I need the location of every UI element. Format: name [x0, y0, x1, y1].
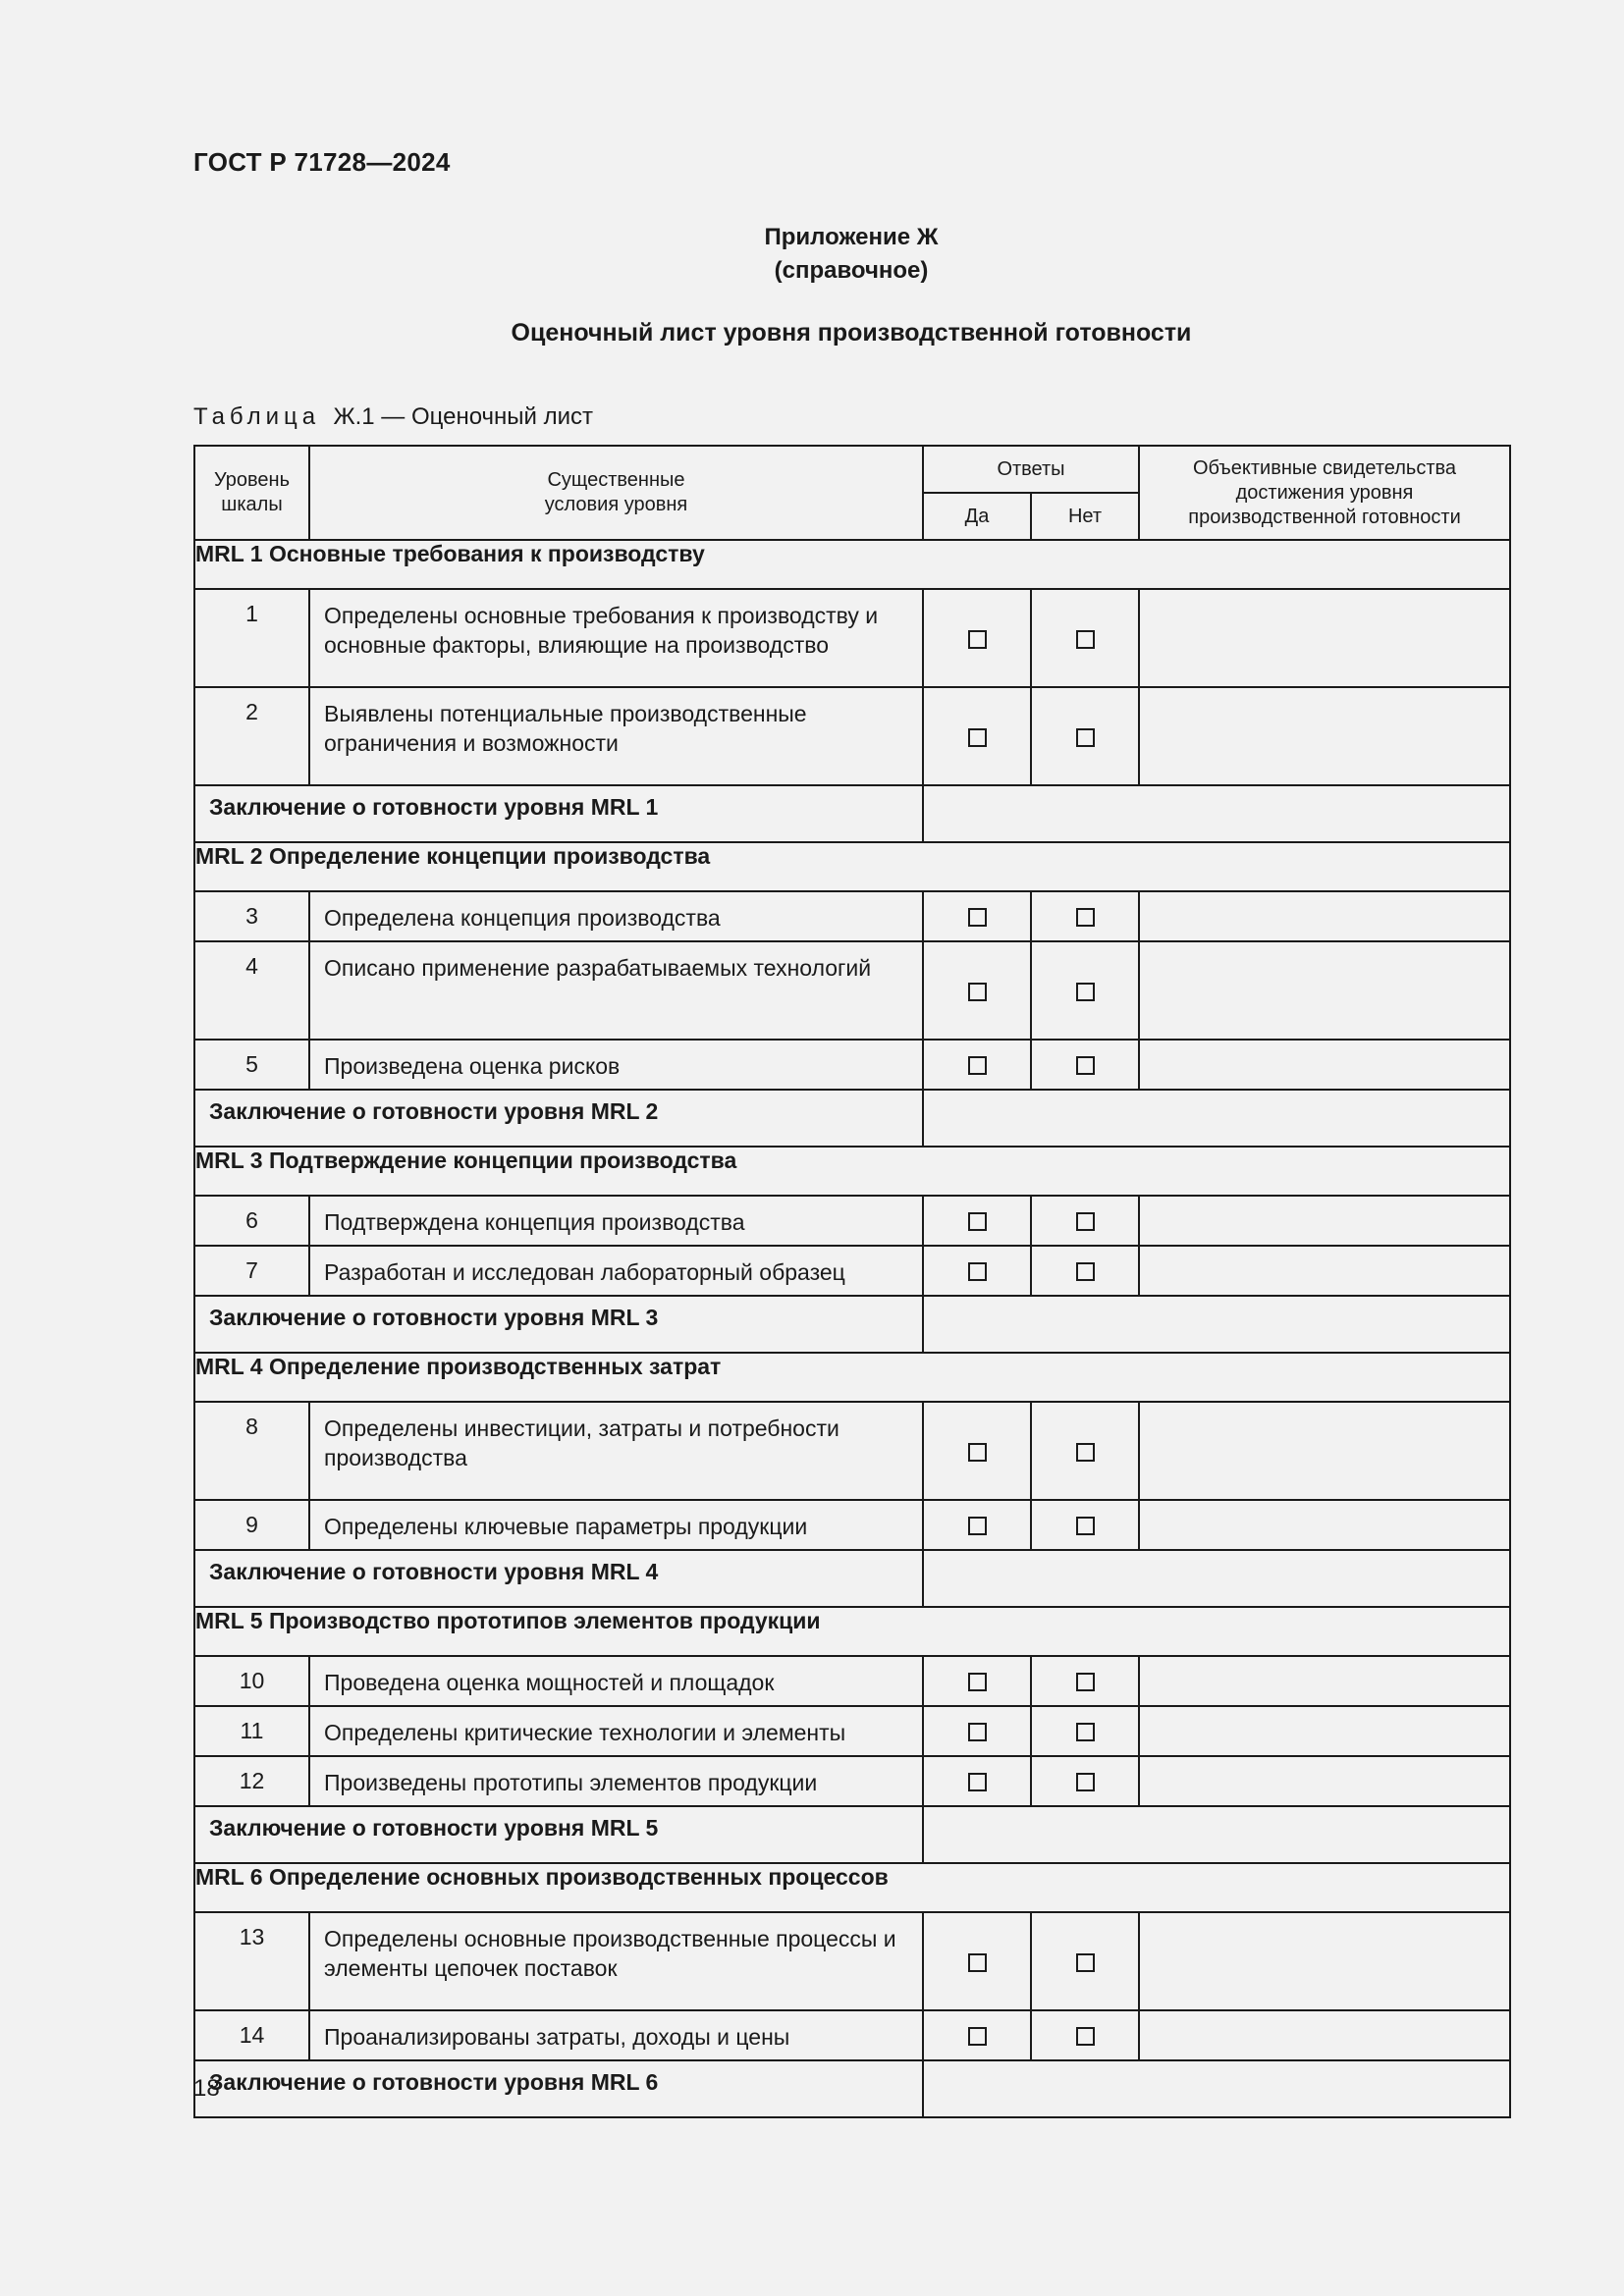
- evidence-cell[interactable]: [1139, 687, 1510, 785]
- criterion-text: Разработан и исследован лабораторный образец: [309, 1246, 923, 1296]
- criterion-text: Определены ключевые параметры продукции: [309, 1500, 923, 1550]
- col-header-conditions: Существенные условия уровня: [309, 446, 923, 540]
- conclusion-label: Заключение о готовности уровня MRL 5: [194, 1806, 923, 1863]
- criterion-number: 3: [194, 891, 309, 941]
- criterion-row: [194, 1040, 1510, 1090]
- answer-yes-checkbox[interactable]: [968, 728, 987, 747]
- table-caption-text: Ж.1 — Оценочный лист: [333, 403, 594, 430]
- section-title: MRL 1 Основные требования к производству: [194, 540, 1510, 589]
- answer-yes-cell: [923, 1196, 1031, 1246]
- evidence-cell[interactable]: [1139, 1196, 1510, 1246]
- criterion-text: Проанализированы затраты, доходы и цены: [309, 2010, 923, 2060]
- sheet-title: Оценочный лист уровня производственной готовности: [511, 319, 1192, 347]
- section-row: [194, 842, 1510, 891]
- answer-yes-cell: [923, 1756, 1031, 1806]
- document-code: ГОСТ Р 71728—2024: [193, 147, 451, 177]
- answer-no-checkbox[interactable]: [1076, 983, 1095, 1001]
- conclusion-value-cell[interactable]: [923, 1806, 1510, 1863]
- answer-no-cell: [1031, 1040, 1139, 1090]
- criterion-text: Определена концепция производства: [309, 891, 923, 941]
- conclusion-value-cell[interactable]: [923, 785, 1510, 842]
- conclusion-row: [194, 785, 1510, 842]
- section-row: [194, 1353, 1510, 1402]
- answer-yes-checkbox[interactable]: [968, 630, 987, 649]
- criterion-row: [194, 1500, 1510, 1550]
- criterion-text: Выявлены потенциальные производственные ограничения и возможности: [309, 687, 923, 785]
- col-header-level: Уровень шкалы: [194, 446, 309, 540]
- criterion-row: [194, 1402, 1510, 1500]
- answer-yes-cell: [923, 891, 1031, 941]
- answer-yes-checkbox[interactable]: [968, 1773, 987, 1791]
- answer-no-cell: [1031, 1246, 1139, 1296]
- criterion-row: [194, 1656, 1510, 1706]
- col-header-evidence: Объективные свидетельства достижения уровня производственной готовности: [1139, 446, 1510, 540]
- answer-no-cell: [1031, 1402, 1139, 1500]
- conclusion-label: Заключение о готовности уровня MRL 3: [194, 1296, 923, 1353]
- answer-yes-checkbox[interactable]: [968, 1723, 987, 1741]
- appendix-kind: (справочное): [774, 257, 929, 284]
- conclusion-value-cell[interactable]: [923, 1090, 1510, 1147]
- section-row: [194, 1147, 1510, 1196]
- criterion-row: [194, 1756, 1510, 1806]
- evidence-cell[interactable]: [1139, 1040, 1510, 1090]
- conclusion-row: [194, 2060, 1510, 2117]
- answer-yes-cell: [923, 1656, 1031, 1706]
- criterion-row: [194, 1912, 1510, 2010]
- answer-no-cell: [1031, 687, 1139, 785]
- criterion-text: Определены критические технологии и элементы: [309, 1706, 923, 1756]
- evidence-cell[interactable]: [1139, 1656, 1510, 1706]
- answer-yes-checkbox[interactable]: [968, 1056, 987, 1075]
- answer-yes-checkbox[interactable]: [968, 2027, 987, 2046]
- conclusion-row: [194, 1550, 1510, 1607]
- answer-yes-checkbox[interactable]: [968, 908, 987, 927]
- criterion-number: 12: [194, 1756, 309, 1806]
- answer-yes-cell: [923, 1402, 1031, 1500]
- col-header-no: Нет: [1031, 493, 1139, 540]
- section-row: [194, 1607, 1510, 1656]
- answer-no-cell: [1031, 2010, 1139, 2060]
- assessment-table-body: [194, 540, 1510, 2117]
- answer-yes-cell: [923, 589, 1031, 687]
- answer-no-cell: [1031, 1912, 1139, 2010]
- answer-yes-checkbox[interactable]: [968, 1517, 987, 1535]
- evidence-cell[interactable]: [1139, 589, 1510, 687]
- answer-yes-checkbox[interactable]: [968, 1953, 987, 1972]
- col-header-yes: Да: [923, 493, 1031, 540]
- answer-no-checkbox[interactable]: [1076, 1212, 1095, 1231]
- answer-no-cell: [1031, 1196, 1139, 1246]
- col-header-answers: Ответы: [923, 446, 1139, 493]
- answer-no-checkbox[interactable]: [1076, 1056, 1095, 1075]
- criterion-number: 9: [194, 1500, 309, 1550]
- answer-no-cell: [1031, 589, 1139, 687]
- answer-no-checkbox[interactable]: [1076, 908, 1095, 927]
- conclusion-label: Заключение о готовности уровня MRL 4: [194, 1550, 923, 1607]
- answer-no-checkbox[interactable]: [1076, 1773, 1095, 1791]
- evidence-cell[interactable]: [1139, 1756, 1510, 1806]
- evidence-cell[interactable]: [1139, 1706, 1510, 1756]
- answer-no-checkbox[interactable]: [1076, 1673, 1095, 1691]
- answer-yes-cell: [923, 1706, 1031, 1756]
- conclusion-value-cell[interactable]: [923, 2060, 1510, 2117]
- criterion-number: 13: [194, 1912, 309, 2010]
- answer-no-checkbox[interactable]: [1076, 1723, 1095, 1741]
- answer-no-checkbox[interactable]: [1076, 1443, 1095, 1462]
- criterion-number: 4: [194, 941, 309, 1040]
- criterion-number: 8: [194, 1402, 309, 1500]
- evidence-cell[interactable]: [1139, 1246, 1510, 1296]
- page-number: 18: [193, 2075, 220, 2102]
- assessment-table: [193, 445, 1511, 2118]
- appendix-title: Приложение Ж: [764, 224, 939, 250]
- criterion-text: Произведены прототипы элементов продукции: [309, 1756, 923, 1806]
- answer-no-cell: [1031, 1756, 1139, 1806]
- table-caption: [193, 403, 593, 431]
- evidence-cell[interactable]: [1139, 1500, 1510, 1550]
- section-title: MRL 2 Определение концепции производства: [194, 842, 1510, 891]
- criterion-row: [194, 1196, 1510, 1246]
- criterion-row: [194, 941, 1510, 1040]
- answer-yes-cell: [923, 1500, 1031, 1550]
- answer-no-checkbox[interactable]: [1076, 1262, 1095, 1281]
- answer-yes-cell: [923, 941, 1031, 1040]
- criterion-text: Определены основные производственные процессы и элементы цепочек поставок: [309, 1912, 923, 2010]
- criterion-text: Подтверждена концепция производства: [309, 1196, 923, 1246]
- answer-no-cell: [1031, 1706, 1139, 1756]
- criterion-text: Произведена оценка рисков: [309, 1040, 923, 1090]
- answer-no-cell: [1031, 941, 1139, 1040]
- evidence-cell[interactable]: [1139, 1402, 1510, 1500]
- conclusion-value-cell[interactable]: [923, 1296, 1510, 1353]
- answer-yes-checkbox[interactable]: [968, 983, 987, 1001]
- answer-yes-cell: [923, 2010, 1031, 2060]
- section-title: MRL 5 Производство прототипов элементов продукции: [194, 1607, 1510, 1656]
- answer-no-cell: [1031, 891, 1139, 941]
- answer-no-checkbox[interactable]: [1076, 728, 1095, 747]
- criterion-number: 7: [194, 1246, 309, 1296]
- section-row: [194, 540, 1510, 589]
- section-title: MRL 6 Определение основных производственных процессов: [194, 1863, 1510, 1912]
- criterion-row: [194, 1246, 1510, 1296]
- answer-yes-cell: [923, 1040, 1031, 1090]
- answer-yes-checkbox[interactable]: [968, 1212, 987, 1231]
- criterion-number: 14: [194, 2010, 309, 2060]
- conclusion-value-cell[interactable]: [923, 1550, 1510, 1607]
- table-caption-label: Таблица: [193, 403, 321, 430]
- conclusion-row: [194, 1806, 1510, 1863]
- answer-no-checkbox[interactable]: [1076, 1953, 1095, 1972]
- criterion-row: [194, 891, 1510, 941]
- conclusion-label: Заключение о готовности уровня MRL 1: [194, 785, 923, 842]
- answer-yes-cell: [923, 687, 1031, 785]
- answer-no-cell: [1031, 1656, 1139, 1706]
- section-title: MRL 3 Подтверждение концепции производства: [194, 1147, 1510, 1196]
- section-row: [194, 1863, 1510, 1912]
- criterion-text: Проведена оценка мощностей и площадок: [309, 1656, 923, 1706]
- conclusion-label: Заключение о готовности уровня MRL 6: [194, 2060, 923, 2117]
- evidence-cell[interactable]: [1139, 1912, 1510, 2010]
- criterion-number: 1: [194, 589, 309, 687]
- section-title: MRL 4 Определение производственных затрат: [194, 1353, 1510, 1402]
- answer-yes-checkbox[interactable]: [968, 1262, 987, 1281]
- criterion-row: [194, 687, 1510, 785]
- conclusion-row: [194, 1296, 1510, 1353]
- criterion-text: Определены основные требования к производству и основные факторы, влияющие на производство: [309, 589, 923, 687]
- criterion-number: 5: [194, 1040, 309, 1090]
- criterion-number: 11: [194, 1706, 309, 1756]
- criterion-text: Описано применение разрабатываемых технологий: [309, 941, 923, 1040]
- answer-yes-cell: [923, 1246, 1031, 1296]
- criterion-number: 6: [194, 1196, 309, 1246]
- criterion-row: [194, 589, 1510, 687]
- conclusion-label: Заключение о готовности уровня MRL 2: [194, 1090, 923, 1147]
- answer-no-cell: [1031, 1500, 1139, 1550]
- answer-yes-checkbox[interactable]: [968, 1673, 987, 1691]
- conclusion-row: [194, 1090, 1510, 1147]
- answer-yes-checkbox[interactable]: [968, 1443, 987, 1462]
- criterion-text: Определены инвестиции, затраты и потребности производства: [309, 1402, 923, 1500]
- criterion-row: [194, 1706, 1510, 1756]
- criterion-number: 10: [194, 1656, 309, 1706]
- answer-no-checkbox[interactable]: [1076, 2027, 1095, 2046]
- criterion-row: [194, 2010, 1510, 2060]
- answer-no-checkbox[interactable]: [1076, 1517, 1095, 1535]
- evidence-cell[interactable]: [1139, 941, 1510, 1040]
- criterion-number: 2: [194, 687, 309, 785]
- evidence-cell[interactable]: [1139, 891, 1510, 941]
- evidence-cell[interactable]: [1139, 2010, 1510, 2060]
- answer-no-checkbox[interactable]: [1076, 630, 1095, 649]
- answer-yes-cell: [923, 1912, 1031, 2010]
